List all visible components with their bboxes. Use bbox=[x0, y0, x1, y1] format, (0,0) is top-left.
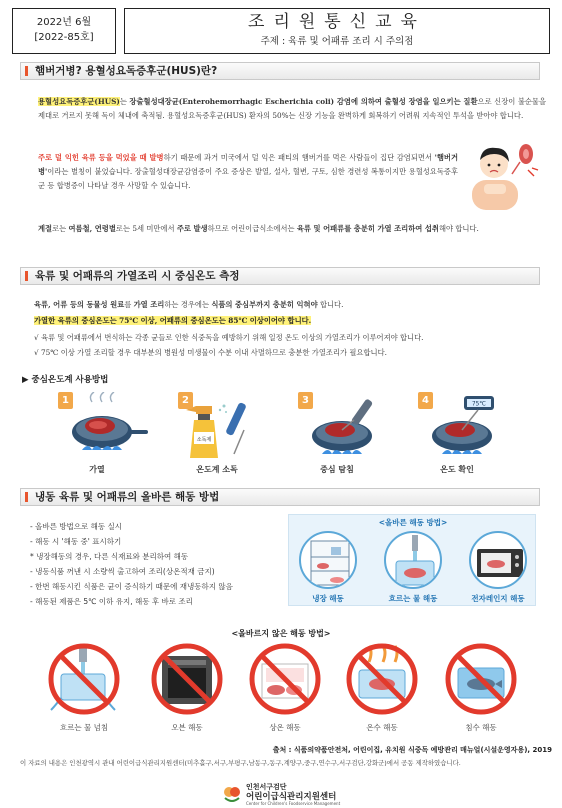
immersion-thaw-label: 침수 해동 bbox=[465, 723, 497, 732]
room-temp-thaw-label: 상온 해동 bbox=[269, 723, 301, 732]
center-logo-region: 인천서구검단 bbox=[246, 783, 287, 791]
step-4-illustration: 4 75℃ bbox=[418, 392, 508, 462]
correct-thawing-panel bbox=[288, 514, 536, 606]
overflow-water-label: 흐르는 물 넘침 bbox=[59, 723, 109, 732]
thermometer-display: 75℃ bbox=[472, 400, 486, 408]
section-marker-icon bbox=[25, 271, 28, 281]
center-logo bbox=[222, 782, 362, 806]
issue-date: 2022년 6월 bbox=[36, 17, 92, 28]
hus-paragraph-3: 계절로는 여름철, 연령별로는 5세 미만에서 주로 발생하므로 어린이급식소에서는 육류 및 어패류를 충분히 가열 조리하여 섭취해야 합니다. bbox=[38, 224, 479, 233]
step-2-illustration: 2 소독제 bbox=[178, 392, 268, 462]
thaw-rule-6: - 해동된 제품은 5℃ 이하 유지, 해동 후 바로 조리 bbox=[30, 597, 193, 606]
hus-paragraph-2: 주로 덜 익힌 육류 등을 먹었을 때 발병하기 때문에 과거 미국에서 덜 익은 패티의 햄버거를 먹은 사람들이 집단 감염되면서 '햄버거병'이라는 별칭이 붙었습니다. 장출혈성대장균감염증이 주요 증상은 발열, 설사, 혈변, 구토, 심한 경련성 복통이지만 용혈성요독증후군 등 합병증이 나타날 경우 사망할 수 있습니다. bbox=[38, 153, 458, 191]
immersion-thaw-icon bbox=[442, 640, 520, 718]
correct-thawing-title: <올바른 해동 방법> bbox=[378, 518, 448, 527]
temperature-intro: 육류, 어류 등의 동물성 원료를 가열 조리하는 경우에는 식품의 중심부까지 충분히 익혀야 합니다. bbox=[34, 300, 344, 309]
thermometer-method-title: ▶ 중심온도계 사용방법 bbox=[22, 375, 109, 385]
thaw-rule-3: * 냉장해동의 경우, 다른 식재료와 분리하여 해동 bbox=[30, 552, 189, 561]
section-heading-hus: 햄버거병? 용혈성요독증후군(HUS)란? bbox=[20, 62, 540, 80]
production-note: 이 자료의 내용은 인천광역시 관내 어린이급식관리지원센터(미추홀구,서구,부평구,남동구,동구,계양구,중구,연수구,서구검단,강화군)에서 공동 제작하였습니다. bbox=[20, 759, 461, 767]
temperature-check-1: √ 육류 및 어패류에서 번식하는 각종 균들로 인한 식중독을 예방하기 위해 일정 온도 이상의 가열조리가 이루어져야 합니다. bbox=[34, 333, 424, 342]
issue-box bbox=[12, 8, 116, 54]
center-logo-english: Center for Children's Foodservice Management bbox=[246, 801, 341, 806]
step-3-illustration: 3 bbox=[298, 392, 388, 462]
oven-thaw-label: 오븐 해동 bbox=[171, 723, 203, 732]
fridge-thaw-icon bbox=[299, 531, 357, 589]
temperature-highlight: 가열한 육류의 중심온도는 75℃ 이상, 어패류의 중심온도는 85℃ 이상이어야 합니다. bbox=[34, 316, 312, 325]
running-water-thaw-icon bbox=[384, 531, 442, 589]
thaw-rule-4: - 냉동식품 꺼낸 시 소량씩 출고하여 조리(상온적재 금지) bbox=[30, 567, 215, 576]
page-subtitle: 주제 : 육류 및 어패류 조리 시 주의점 bbox=[260, 36, 414, 47]
center-logo-name: 어린이급식관리지원센터 bbox=[246, 792, 337, 802]
fridge-thaw-label: 냉장 해동 bbox=[312, 594, 344, 603]
header bbox=[12, 8, 550, 66]
step-2-label: 온도계 소독 bbox=[196, 465, 238, 474]
thaw-rule-1: - 올바른 방법으로 해동 실시 bbox=[30, 522, 122, 531]
step-1-label: 가열 bbox=[89, 465, 105, 474]
hus-paragraph-1: 용혈성요독증후군(HUS)는 장출혈성대장균(Enterohemorrhagic Escherichia coli) 감염에 의하여 출혈성 장염을 일으키는 질환으로 신장이 불순물을 제대로 거르지 못해 독이 체내에 축적됨. 용혈성요독증후군(HUS) 환자의 50%는 신장 기능을 완벽하게 회복하기 어려워 지속적인 투석을 받아야 합니다. bbox=[38, 97, 547, 121]
thaw-rule-2: - 해동 시 '해동 중' 표시하기 bbox=[30, 537, 122, 546]
microwave-thaw-icon bbox=[469, 531, 527, 589]
page-title: 조리원통신교육 bbox=[248, 12, 426, 32]
section-marker-icon bbox=[25, 492, 28, 502]
room-temp-thaw-icon bbox=[246, 640, 324, 718]
temperature-check-2: √ 75℃ 이상 가열 조리할 경우 대부분의 병원성 미생물이 수분 이내 사멸하므로 충분한 가열조리가 필요합니다. bbox=[34, 348, 387, 357]
section-heading-temperature: 육류 및 어패류의 가열조리 시 중심온도 측정 bbox=[20, 267, 540, 285]
running-water-thaw-label: 흐르는 물 해동 bbox=[388, 594, 438, 603]
thaw-rule-5: - 한번 해동시킨 식품은 균이 증식하기 때문에 재냉동하지 않음 bbox=[30, 582, 233, 591]
center-logo-icon bbox=[222, 784, 242, 804]
source-citation: 출처 : 식품의약품안전처, 어린이집, 유치원 식중독 예방관리 매뉴얼(시설운영자용), 2019 bbox=[272, 746, 552, 754]
overflow-water-thaw-icon bbox=[45, 640, 123, 718]
oven-thaw-icon bbox=[148, 640, 226, 718]
step-1-illustration: 1 bbox=[58, 392, 148, 462]
sick-child-icon bbox=[462, 140, 540, 210]
title-box bbox=[124, 8, 550, 54]
step-4-label: 온도 확인 bbox=[440, 465, 474, 474]
section-marker-icon bbox=[25, 66, 28, 76]
issue-number: [2022-85호] bbox=[34, 31, 94, 43]
hot-water-thaw-icon bbox=[343, 640, 421, 718]
incorrect-thawing-title: <올바르지 않은 해동 방법> bbox=[231, 629, 331, 638]
spray-bottle-label: 소독제 bbox=[196, 437, 212, 443]
step-3-label: 중심 탐침 bbox=[320, 465, 354, 474]
microwave-thaw-label: 전자레인지 해동 bbox=[471, 594, 525, 603]
section-heading-thawing: 냉동 육류 및 어패류의 올바른 해동 방법 bbox=[20, 488, 540, 506]
hot-water-thaw-label: 온수 해동 bbox=[366, 723, 398, 732]
